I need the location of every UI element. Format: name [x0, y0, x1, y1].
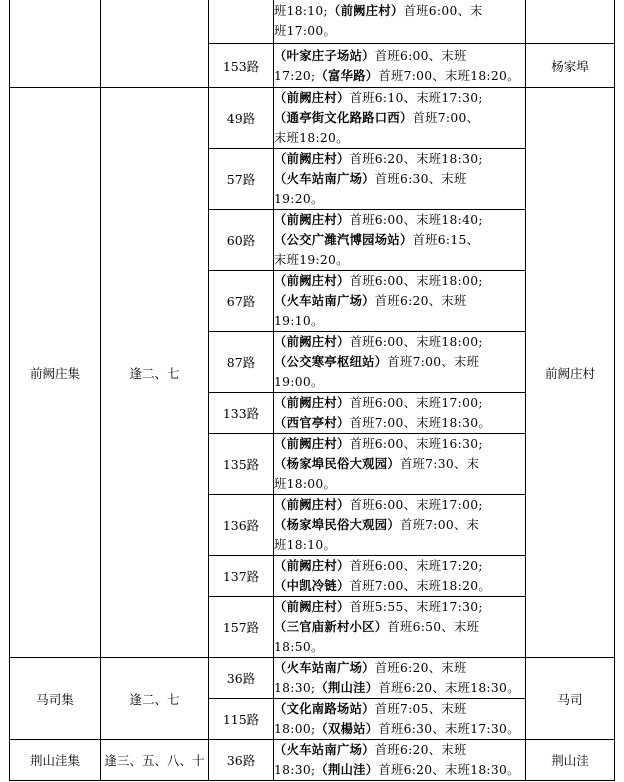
- station-name: （前阙庄村）: [274, 599, 350, 614]
- station-name: （荆山洼）: [315, 762, 379, 777]
- schedule-line: （前阙庄村）首班6:00、末班18:40;: [274, 212, 483, 227]
- schedule-line: 班18:00。: [274, 477, 337, 491]
- schedule-line: （前阙庄村）首班6:00、末班16:30;: [274, 436, 483, 451]
- schedule-line: 19:00。: [274, 375, 324, 389]
- station-name: （前阙庄村）: [274, 497, 350, 512]
- schedule-cell: [274, 44, 526, 88]
- schedule-line: （公交寒亭枢纽站）首班7:00、末班: [274, 354, 480, 369]
- schedule-line: （三官庙新村小区）首班6:50、末班: [274, 619, 480, 634]
- station-name: （前阙庄村）: [274, 212, 350, 227]
- station-name: （双楊站）: [315, 721, 379, 736]
- station-name: （前阙庄村）: [327, 3, 404, 18]
- schedule-line: （前阙庄村）首班6:00、末班17:00;: [274, 395, 483, 410]
- station-name: （火车站南广场）: [274, 660, 375, 675]
- station-name: （前阙庄村）: [274, 436, 350, 451]
- station-name: （叶家庄子场站）: [274, 47, 375, 63]
- schedule-line: 班18:10。: [274, 538, 337, 552]
- schedule-line: 班18:10;（前阙庄村）首班6:00、末: [274, 3, 483, 18]
- schedule-line: （前阙庄村）首班6:20、末班18:30;: [274, 151, 483, 166]
- table-row: [10, 658, 615, 699]
- bus-schedule-table: [9, 0, 615, 781]
- table-row: [10, 88, 615, 149]
- station-name: （富华路）: [315, 67, 379, 83]
- schedule-line: （前阙庄村）首班6:00、末班17:20;: [274, 558, 483, 573]
- schedule-line: （前阙庄村）首班5:55、末班17:30;: [274, 599, 483, 614]
- schedule-line: （通亭街文化路路口西）首班7:00、: [274, 110, 480, 125]
- schedule-line: （前阙庄村）首班6:10、末班17:30;: [274, 90, 483, 105]
- station-name: （前阙庄村）: [274, 273, 350, 288]
- route-number: 67路: [209, 271, 274, 332]
- schedule-line: 19:20。: [274, 192, 324, 206]
- schedule-line: （火车站南广场）首班6:30、末班: [274, 171, 467, 186]
- schedule-line: （火车站南广场）首班6:20、末班: [274, 660, 467, 675]
- station-name: （前阙庄村）: [274, 151, 350, 166]
- schedule-cell: [274, 332, 526, 393]
- market-cell-continued: [10, 0, 101, 88]
- route-number: [209, 0, 274, 44]
- schedule-line: （叶家庄子场站）首班6:00、末班: [274, 47, 467, 63]
- route-number: 36路: [209, 740, 274, 781]
- route-number: 60路: [209, 210, 274, 271]
- schedule-line: 末班19:20。: [274, 253, 349, 267]
- schedule-cell: [274, 149, 526, 210]
- schedule-line: （文化南路场站）首班7:05、末班: [274, 701, 467, 716]
- station-name: （前阙庄村）: [274, 334, 350, 349]
- market-days: 逢三、五、八、十: [101, 740, 209, 781]
- station-name: （杨家埠民俗大观园）: [274, 456, 400, 471]
- table-row: [10, 0, 615, 44]
- market-name: 前阙庄集: [10, 88, 101, 658]
- route-number: 87路: [209, 332, 274, 393]
- table-body: [10, 0, 615, 781]
- station-name: （文化南路场站）: [274, 701, 375, 716]
- market-days: 逢二、七: [101, 658, 209, 740]
- schedule-line: 18:50。: [274, 640, 324, 654]
- route-number: 133路: [209, 393, 274, 434]
- route-number: 135路: [209, 434, 274, 495]
- schedule-cell: [274, 658, 526, 699]
- schedule-cell: [274, 434, 526, 495]
- schedule-cell: [274, 597, 526, 658]
- route-number: 49路: [209, 88, 274, 149]
- schedule-cell: [274, 271, 526, 332]
- station-name: （火车站南广场）: [274, 293, 375, 308]
- station-name: （通亭街文化路路口西）: [274, 110, 413, 125]
- schedule-line: 18:30;（荆山洼）首班6:20、末班18:30。: [274, 762, 520, 777]
- table-row: [10, 740, 615, 781]
- terminal-name: 前阙庄村: [526, 88, 615, 658]
- station-name: （荆山洼）: [315, 680, 379, 695]
- station-name: （火车站南广场）: [274, 171, 375, 186]
- schedule-line: （火车站南广场）首班6:20、末班: [274, 742, 467, 757]
- terminal-name: 马司: [526, 658, 615, 740]
- schedule-line: （杨家埠民俗大观园）首班7:00、末: [274, 517, 480, 532]
- schedule-cell: [274, 210, 526, 271]
- route-number: 137路: [209, 556, 274, 597]
- market-name: 荆山洼集: [10, 740, 101, 781]
- schedule-line: （中凯冷链）首班7:00、末班18:20。: [274, 578, 491, 593]
- station-name: （前阙庄村）: [274, 90, 350, 105]
- station-name: （公交寒亭枢纽站）: [274, 354, 388, 369]
- station-name: （杨家埠民俗大观园）: [274, 517, 400, 532]
- schedule-line: （前阙庄村）首班6:00、末班18:00;: [274, 273, 483, 288]
- station-name: （三官庙新村小区）: [274, 619, 388, 634]
- route-number: 57路: [209, 149, 274, 210]
- schedule-cell: [274, 740, 526, 781]
- schedule-line: 末班18:20。: [274, 131, 349, 145]
- terminal-name: 荆山洼: [526, 740, 615, 781]
- route-number: 136路: [209, 495, 274, 556]
- station-name: （中凯冷链）: [274, 578, 350, 593]
- station-name: （西官亭村）: [274, 415, 350, 430]
- terminal-name: 杨家埠: [526, 44, 615, 88]
- schedule-line: （公交广潍汽博园场站）首班6:15、: [274, 232, 480, 247]
- schedule-line: 班17:00。: [274, 24, 337, 38]
- route-number: 157路: [209, 597, 274, 658]
- station-name: （前阙庄村）: [274, 558, 350, 573]
- schedule-line: （杨家埠民俗大观园）首班7:30、末: [274, 456, 480, 471]
- schedule-line: 18:00;（双楊站）首班6:30、末班17:30。: [274, 721, 520, 736]
- schedule-cell: [274, 88, 526, 149]
- route-number: 115路: [209, 699, 274, 740]
- schedule-line: （前阙庄村）首班6:00、末班18:00;: [274, 334, 483, 349]
- station-name: （火车站南广场）: [274, 742, 375, 757]
- schedule-line: 18:30;（荆山洼）首班6:20、末班18:30。: [274, 680, 520, 695]
- market-name: 马司集: [10, 658, 101, 740]
- days-cell-continued: [101, 0, 209, 88]
- route-number: 36路: [209, 658, 274, 699]
- market-days: 逢二、七: [101, 88, 209, 658]
- terminal-cell-continued: [526, 0, 615, 44]
- schedule-line: 17:20;（富华路）首班7:00、末班18:20。: [274, 67, 520, 83]
- schedule-cell: [274, 495, 526, 556]
- schedule-cell: [274, 0, 526, 44]
- schedule-cell: [274, 556, 526, 597]
- schedule-line: （火车站南广场）首班6:20、末班: [274, 293, 467, 308]
- station-name: （公交广潍汽博园场站）: [274, 232, 413, 247]
- schedule-cell: [274, 393, 526, 434]
- schedule-cell: [274, 699, 526, 740]
- schedule-line: （西官亭村）首班7:00、末班18:30。: [274, 415, 491, 430]
- route-number: 153路: [209, 44, 274, 88]
- schedule-line: 19:10。: [274, 314, 324, 328]
- schedule-line: （前阙庄村）首班6:00、末班17:00;: [274, 497, 483, 512]
- station-name: （前阙庄村）: [274, 395, 350, 410]
